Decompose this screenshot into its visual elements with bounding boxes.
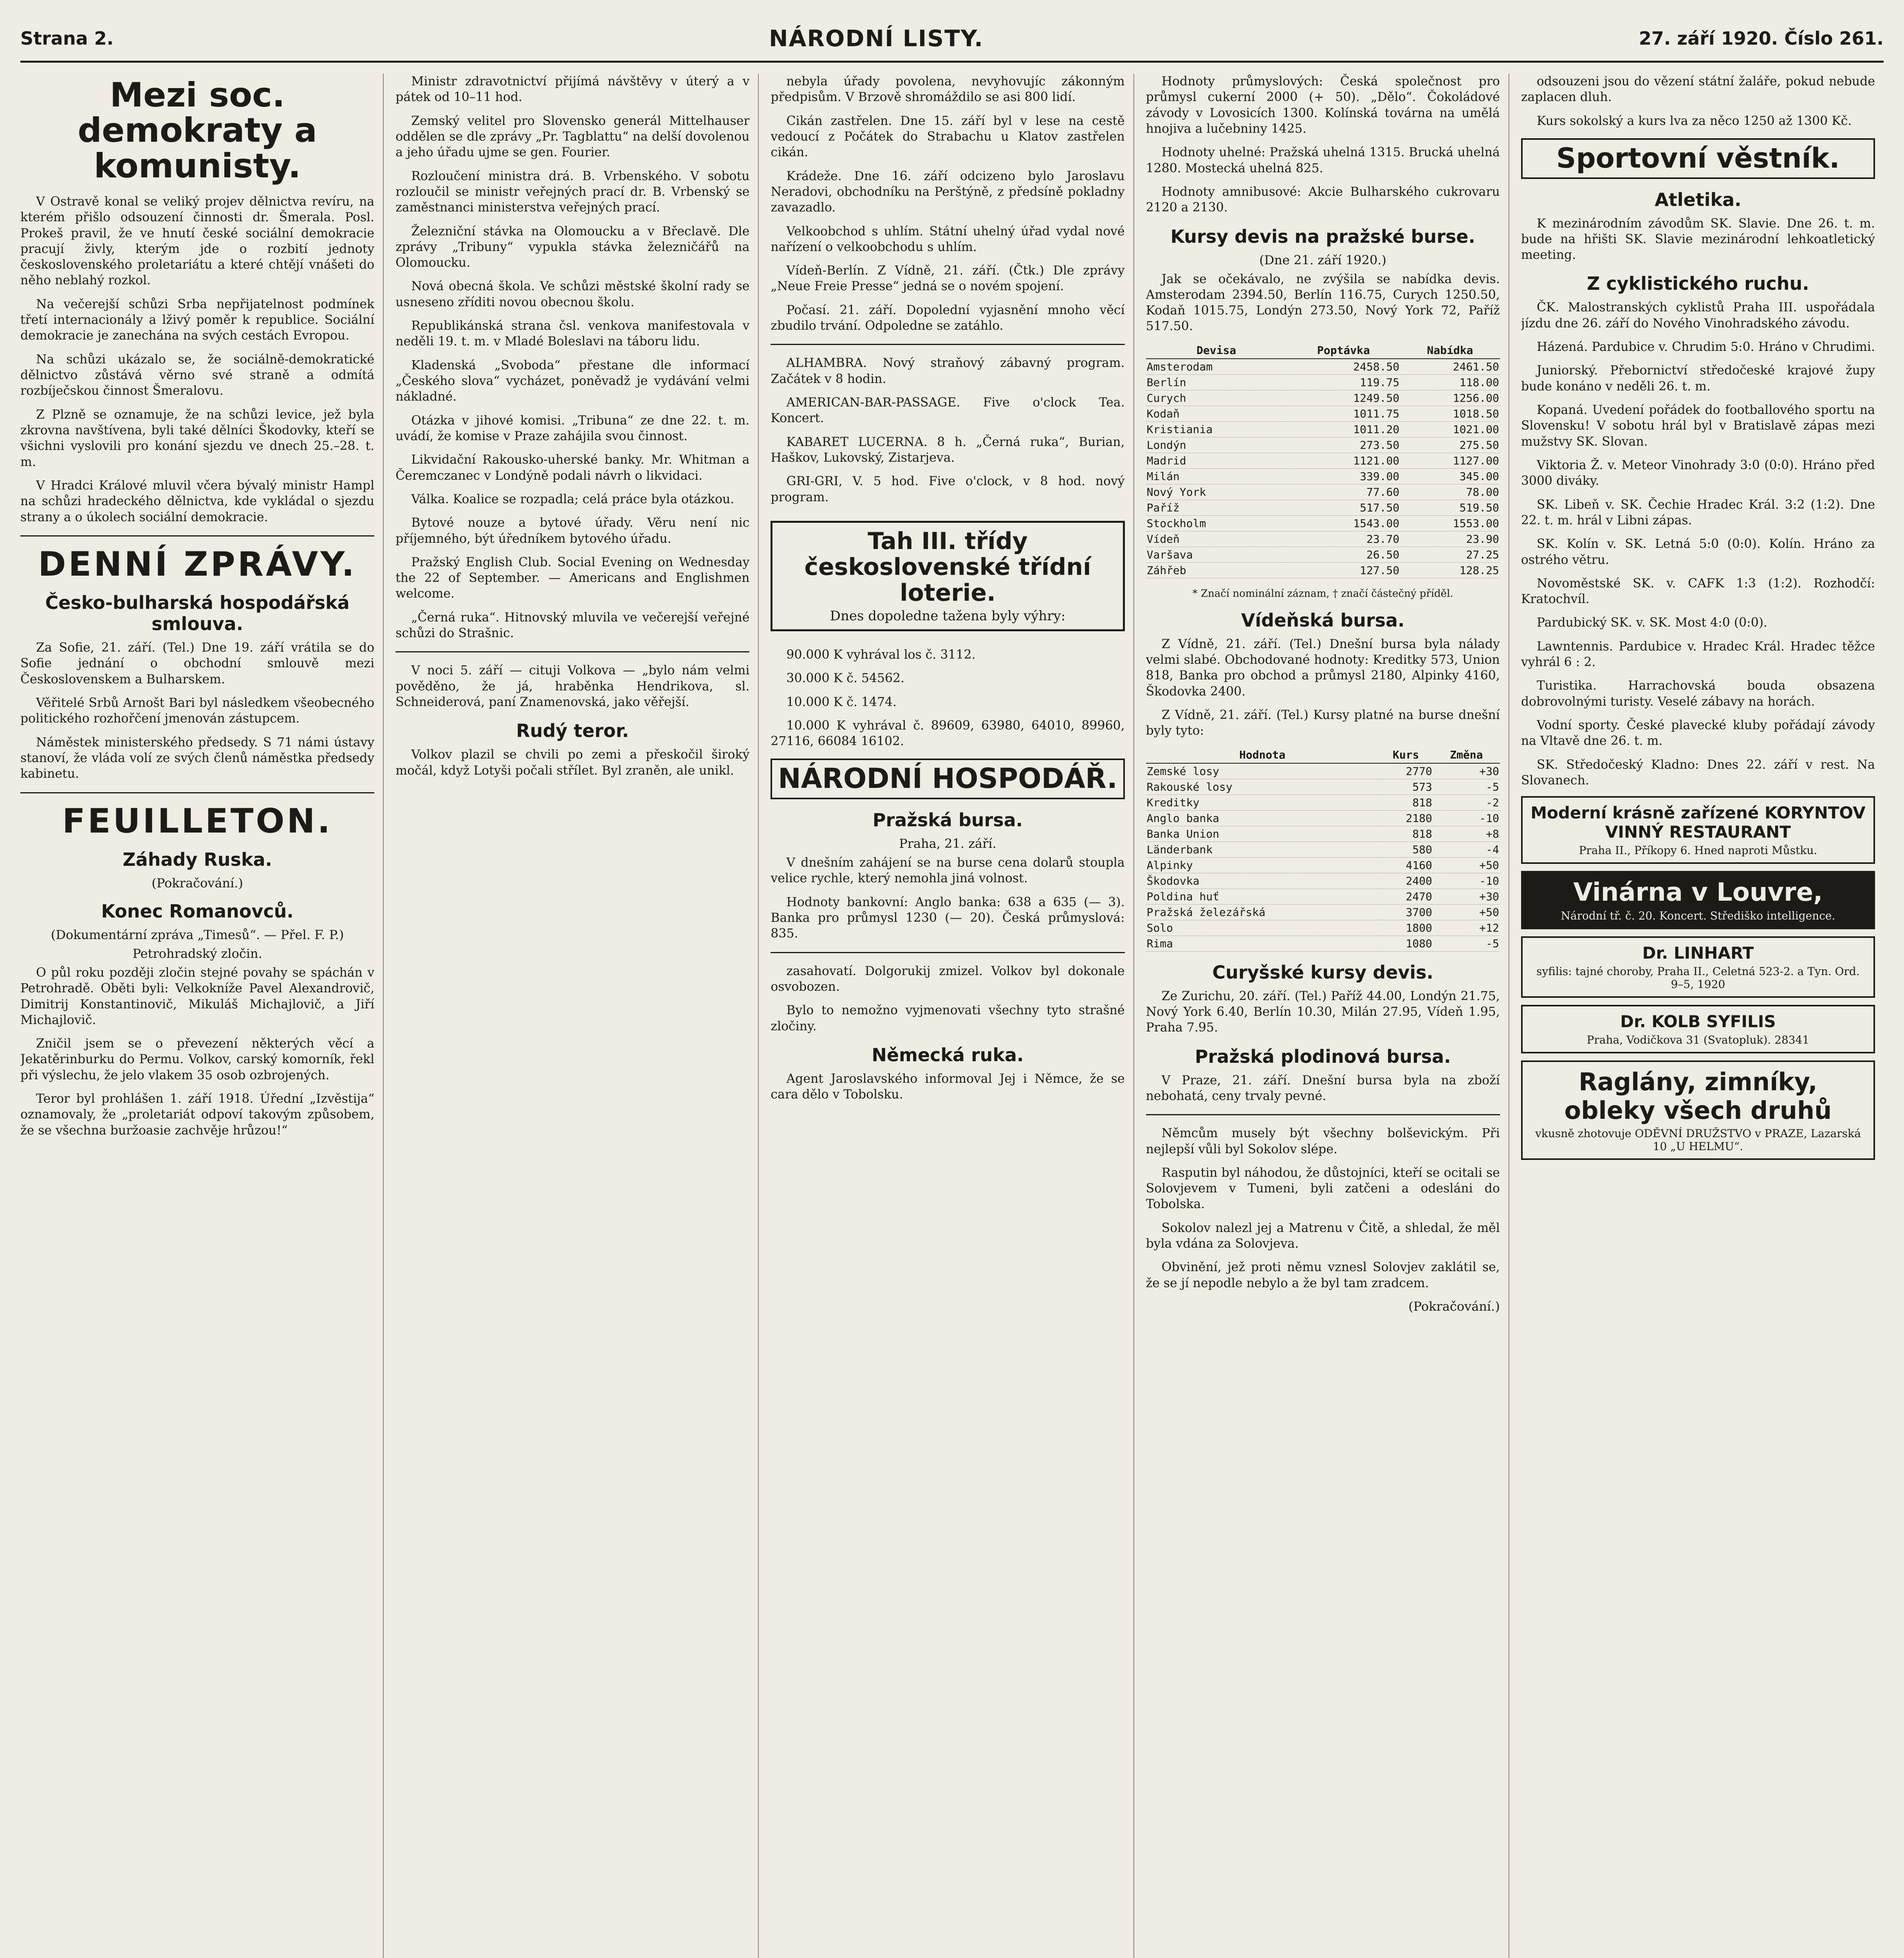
ad-title: Dr. LINHART [1642, 943, 1754, 963]
table-row [1146, 857, 1500, 873]
masthead [20, 16, 1884, 63]
continued-note: (Pokračování.) [1408, 1299, 1500, 1314]
advertisement-doctor-kolb [1521, 1005, 1875, 1053]
table-cell: Zemské losy [1146, 763, 1379, 779]
table-cell: 2180 [1379, 810, 1433, 826]
subheading: Pražská bursa. [872, 809, 1023, 831]
article-paragraph: Z Plzně se oznamuje, že na schůzi levice, jež byla zkrovna navštívena, byli také dělníci Škodovky, kteří se všichni vyslovili pro konání sjezdu ve dnech 25.–28. t. m. [20, 407, 375, 469]
table-row [1146, 484, 1500, 500]
column-3 [771, 74, 1134, 1958]
table-row [1146, 500, 1500, 515]
table-cell: 127.50 [1287, 562, 1400, 578]
news-item: Otázka v jihové komisi. „Tribuna“ ze dne 22. t. m. uvádí, že komise v Praze zahájila svou činnost. [395, 413, 750, 443]
feuilleton-part: (Pokračování.) [152, 875, 243, 890]
sport-item: Turistika. Harrachovská bouda obsazena dobrovolnými turisty. Veselé zábavy na horách. [1521, 679, 1875, 709]
table-row [1146, 873, 1500, 889]
feuilleton-continued: Sokolov nalezl jej a Matrenu v Čitě, a shledal, že měl byla vdána za Solovjeva. [1146, 1221, 1500, 1251]
table-row [1146, 437, 1500, 453]
section-heading-feuilleton: FEUILLETON. [62, 801, 333, 841]
table-cell: Rakouské losy [1146, 779, 1379, 795]
table-cell: 118.00 [1400, 374, 1500, 390]
table-cell: Záhřeb [1146, 562, 1287, 578]
table-cell: Varšava [1146, 547, 1287, 562]
table-row [1146, 515, 1500, 531]
table-row [1146, 453, 1500, 468]
sport-item: SK. Libeň v. SK. Čechie Hradec Král. 3:2 (1:2). Dne 22. t. m. hrál v Libni zápas. [1521, 497, 1875, 527]
news-item: Cikán zastřelen. Dne 15. září byl v lese na cestě vedoucí z Počátek do Strabachu u Klatov zastřelen cikán. [771, 114, 1125, 160]
article-paragraph: Teror byl prohlášen 1. září 1918. Úřední „Izvěstija“ oznamovaly, že „proletariát odpoví takovým způsobem, že se všechna buržoasie zachvěje hrůzou!“ [20, 1092, 375, 1138]
column-2 [395, 74, 759, 1958]
entertainment-listing: ALHAMBRA. Nový straňový zábavný program. Začátek v 8 hodin. [771, 356, 1125, 386]
sport-item: K mezinárodním závodům SK. Slavie. Dne 26. t. m. bude na hřišti SK. Slavie mezinárodní lehkoatletický meeting. [1521, 216, 1875, 262]
ad-title: Dr. KOLB SYFILIS [1620, 1012, 1776, 1031]
news-item: Ministr zdravotnictví přijímá návštěvy v úterý a v pátek od 10–11 hod. [395, 74, 750, 105]
table-cell: Kodaň [1146, 406, 1287, 421]
ad-text: syfilis: tajné choroby, Praha II., Celetná 523-2. a Tyn. Ord. 9–5, 1920 [1536, 965, 1860, 991]
article-paragraph: V Ostravě konal se veliký projev dělnictva revíru, na kterém přišlo odsouzení činnosti dr. Šmerala. Posl. Prokeš pravil, že ve hnutí české sociální demokracie pracují živly, kterým jde o rozbití jednoty československého proletariátu a které chtějí vnášeti do něho neblahý rozkol. [20, 194, 375, 288]
article-paragraph: Jak se očekávalo, ne zvýšila se nabídka devis. Amsterodam 2394.50, Berlín 116.75, Curych 1250.50, Kodaň 1015.75, Londýn 273.50, Nový York 72, Paříž 517.50. [1146, 272, 1500, 334]
divider [20, 535, 374, 536]
news-item: Vídeň-Berlín. Z Vídně, 21. září. (Čtk.) Dle zprávy „Neue Freie Presse“ jedná se o novém spojení. [771, 264, 1125, 294]
ad-text: Národní tř. č. 20. Koncert. Střediško intelligence. [1561, 909, 1835, 923]
article-paragraph: Za Sofie, 21. září. (Tel.) Dne 19. září vrátila se do Sofie jednání o obchodní smlouvě mezi Československem a Bulharskem. [20, 641, 375, 686]
table-cell: -10 [1433, 810, 1500, 826]
lottery-title: Tah III. třídy československé třídní loterie. [804, 527, 1091, 607]
table-cell: 1553.00 [1400, 515, 1500, 531]
table-cell: 78.00 [1400, 484, 1500, 500]
article-paragraph: Hodnoty bankovní: Anglo banka: 638 a 635 (— 3). Banka pro průmysl 1230 (— 20). Česká průmyslová: 835. [771, 895, 1125, 941]
table-note: * Značí nominální záznam, † značí částečný příděl. [1192, 587, 1453, 600]
article-paragraph: odsouzeni jsou do vězení státní žaláře, pokud nebude zaplacen dluh. [1521, 74, 1875, 105]
table-cell: 818 [1379, 826, 1433, 842]
newspaper-title: NÁRODNÍ LISTY. [769, 25, 984, 52]
table-cell: 2770 [1379, 763, 1433, 779]
table-cell: 275.50 [1400, 437, 1500, 453]
table-cell: Milán [1146, 468, 1287, 484]
table-cell: 4160 [1379, 857, 1433, 873]
sport-item: Lawntennis. Pardubice v. Hradec Král. Hradec těžce vyhrál 6 : 2. [1521, 639, 1875, 670]
table-cell: 1543.00 [1287, 515, 1400, 531]
table-cell: -5 [1433, 936, 1500, 951]
table-cell: Kristiania [1146, 421, 1287, 437]
subheading: Z cyklistického ruchu. [1587, 273, 1809, 294]
table-row [1146, 547, 1500, 562]
lottery-line: 90.000 K vyhrával los č. 3112. [786, 647, 976, 662]
lottery-box [771, 521, 1124, 631]
table-row [1146, 904, 1500, 920]
article-paragraph: Na schůzi ukázalo se, že sociálně-demokratické dělnictvo zůstává věrno své straně a odmítá rozbíječskou činnost Šmeralovu. [20, 352, 375, 398]
sport-item: Házená. Pardubice v. Chrudim 5:0. Hráno v Chrudimi. [1536, 340, 1875, 354]
sport-item: Vodní sporty. České plavecké kluby pořádají závody na Vltavě dne 26. t. m. [1521, 718, 1875, 748]
table-cell: Poldina huť [1146, 889, 1379, 904]
table-row [1146, 421, 1500, 437]
article-paragraph: Věřitelé Srbů Arnošt Bari byl následkem všeobecného politického rozhořčení jmenován zástupcem. [20, 696, 375, 726]
news-item: Velkoobchod s uhlím. Státní uhelný úřad vydal nové nařízení o velkoobchodu s uhlím. [771, 224, 1125, 254]
table-cell: 119.75 [1287, 374, 1400, 390]
table-cell: Alpinky [1146, 857, 1379, 873]
sport-item: Juniorský. Přebornictví středočeské krajové župy bude konáno v neděli 26. t. m. [1521, 363, 1875, 394]
table-cell: +8 [1433, 826, 1500, 842]
article-paragraph: Hodnoty amnibusové: Akcie Bulharského cukrovaru 2120 a 2130. [1146, 184, 1500, 215]
table-cell: Kreditky [1146, 795, 1379, 810]
ad-text: Praha II., Příkopy 6. Hned naproti Můstku. [1579, 844, 1817, 857]
dateline: (Dne 21. září 1920.) [1259, 252, 1387, 267]
table-cell: 77.60 [1287, 484, 1400, 500]
news-item: Pražský English Club. Social Evening on Wednesday the 22 of September. — Americans and Englishmen welcome. [395, 555, 750, 601]
news-item: Železniční stávka na Olomoucku a v Břeclavě. Dle zprávy „Tribuny“ vypukla stávka železničářů na Olomoucku. [395, 224, 750, 270]
table-cell: 2400 [1379, 873, 1433, 889]
news-item: Kladenská „Svoboda“ přestane dle informací „Českého slova“ vycházet, poněvadž je vydávání velmi nákladné. [395, 358, 750, 404]
subheading: Vídeňská bursa. [1241, 609, 1405, 631]
lottery-line: 30.000 K č. 54562. [786, 671, 905, 686]
table-cell: 1256.00 [1400, 390, 1500, 406]
table-row [1146, 810, 1500, 826]
table-cell: -4 [1433, 842, 1500, 857]
table-cell: Vídeň [1146, 531, 1287, 547]
table-row [1146, 936, 1500, 951]
table-cell: Rima [1146, 936, 1379, 951]
table-cell: Pražská železářská [1146, 904, 1379, 920]
divider [771, 952, 1124, 953]
table-cell: 273.50 [1287, 437, 1400, 453]
ad-title: Vinárna v Louvre, [1573, 878, 1823, 907]
lottery-line: 10.000 K vyhrával č. 89609, 63980, 64010, 89960, 27116, 66084 16102. [771, 718, 1125, 749]
sport-item: Novoměstské SK. v. CAFK 1:3 (1:2). Rozhodčí: Kratochvíl. [1521, 576, 1875, 607]
table-cell: Amsterodam [1146, 359, 1287, 375]
table-cell: Anglo banka [1146, 810, 1379, 826]
table-cell: 818 [1379, 795, 1433, 810]
subheading: Česko-bulharská hospodářská smlouva. [45, 592, 350, 635]
table-row [1146, 763, 1500, 779]
table-row [1146, 889, 1500, 904]
table-row [1146, 795, 1500, 810]
column-4 [1146, 74, 1509, 1958]
table-cell: 1021.00 [1400, 421, 1500, 437]
article-paragraph: Z Vídně, 21. září. (Tel.) Dnešní bursa byla nálady velmi slabé. Obchodované hodnoty: Kreditky 573, Union 818, Banka pro obchod a průmysl 2180, Alpinky 4160, Škodovka 2400. [1146, 637, 1500, 699]
table-cell: Nový York [1146, 484, 1287, 500]
table-cell: 1011.75 [1287, 406, 1400, 421]
table-cell: -5 [1433, 779, 1500, 795]
sport-title: Sportovní věstník. [1556, 142, 1840, 174]
table-header: Kurs [1379, 747, 1433, 763]
section-heading-sport [1521, 138, 1875, 179]
news-item: Počasí. 21. září. Dopolední vyjasnění mnoho věcí zbudilo trvání. Odpoledne se zatáhlo. [771, 303, 1125, 333]
table-cell: Berlín [1146, 374, 1287, 390]
table-row [1146, 779, 1500, 795]
feuilleton-continued: V noci 5. září — cituji Volkova — „bylo nám velmi pověděno, že já, hraběnka Hendrikova, sl. Schneiderová, paní Znamenovská, jako věřejší. [395, 663, 750, 709]
table-cell: +50 [1433, 904, 1500, 920]
table-cell: Curych [1146, 390, 1287, 406]
section-heading-denni: DENNÍ ZPRÁVY. [38, 544, 357, 584]
ad-title: Moderní krásně zařízené KORYNTOV VINNÝ RESTAURANT [1530, 803, 1866, 842]
table-cell: 27.25 [1400, 547, 1500, 562]
table-row [1146, 531, 1500, 547]
entertainment-listing: AMERICAN-BAR-PASSAGE. Five o'clock Tea. Koncert. [771, 396, 1125, 426]
table-row [1146, 562, 1500, 578]
news-item: Zemský velitel pro Slovensko generál Mittelhauser oddělen se dle zprávy „Pr. Tagblattu“ na delší dovolenou a jeho úřadu ujme se gen. Fourier. [395, 114, 750, 160]
feuilleton-continued: Němcům musely být všechny bolševickým. Při nejlepší vůli byl Sokolov slépe. [1146, 1126, 1500, 1156]
table-cell: 1011.20 [1287, 421, 1400, 437]
article-paragraph: V Hradci Králové mluvil včera bývalý ministr Hampl na schůzi hradeckého dělnictva, kde vykládal o sjezdu strany a o úkolech sociální demokracie. [20, 478, 375, 524]
news-item: Likvidační Rakousko-uherské banky. Mr. Whitman a Čeremczanec v Londýně podali návrh o likvidaci. [395, 453, 750, 483]
table-row [1146, 468, 1500, 484]
news-item: Krádeže. Dne 16. září odcizeno bylo Jaroslavu Neradovi, obchodníku na Perštýně, z předsíně pokladny zavazadlo. [771, 169, 1125, 215]
sport-item: ČK. Malostranských cyklistů Praha III. uspořádala jízdu dne 26. září do Nového Vinohradského závodu. [1521, 300, 1875, 331]
table-cell: 2458.50 [1287, 359, 1400, 375]
table-cell: 2470 [1379, 889, 1433, 904]
news-item: Rozloučení ministra drá. B. Vrbenského. V sobotu rozloučil se ministr veřejných prací dr. B. Vrbenský se zaměstnanci ministerstva veřejných prací. [395, 169, 750, 215]
table-row [1146, 359, 1500, 375]
divider [771, 344, 1124, 345]
table-cell: 1249.50 [1287, 390, 1400, 406]
sport-item: Viktoria Ž. v. Meteor Vinohrady 3:0 (0:0). Hráno před 3000 diváky. [1521, 458, 1875, 488]
table-cell: +30 [1433, 763, 1500, 779]
sport-item: Kopaná. Uvedení pořádek do footballového sportu na Slovensku! V sobotu hrál byl v Bratislavě zápas mezi mužstvy SK. Slovan. [1521, 403, 1875, 449]
article-paragraph: V dnešním zahájení se na burse cena dolarů stoupla velice rychle, který nemohla jiná volnost. [771, 856, 1125, 886]
entertainment-listing: KABARET LUCERNA. 8 h. „Černá ruka“, Burian, Haškov, Lukovský, Zistarjeva. [771, 435, 1125, 465]
table-cell: 519.50 [1400, 500, 1500, 515]
table-cell: 573 [1379, 779, 1433, 795]
table-header: Hodnota [1146, 747, 1379, 763]
exchange-rate-table [1146, 342, 1500, 578]
news-item: Republikánská strana čsl. venkova manifestovala v neděli 19. t. m. v Mladé Boleslavi na táboru lidu. [395, 319, 750, 349]
advertisement-restaurant [1521, 796, 1875, 864]
table-row [1146, 826, 1500, 842]
article-headline: Mezi soc. demokraty a komunisty. [78, 76, 317, 186]
table-cell: 26.50 [1287, 547, 1400, 562]
table-cell: 1800 [1379, 920, 1433, 936]
table-cell: 1127.00 [1400, 453, 1500, 468]
table-cell: Madrid [1146, 453, 1287, 468]
table-cell: 1080 [1379, 936, 1433, 951]
news-item: nebyla úřady povolena, nevyhovujíc zákonným předpisům. V Brzově shromáždilo se asi 800 lidí. [771, 74, 1125, 105]
feuilleton-chapter: Konec Romanovců. [101, 900, 294, 922]
feuilleton-continued: Rasputin byl náhodou, že důstojníci, kteří se ocitali se Solovjevem v Tumeni, byli zatčeni a odesláni do Tobolska. [1146, 1165, 1500, 1212]
feuilleton-continued: Bylo to nemožno vyjmenovati všechny tyto strašné zločiny. [771, 1003, 1125, 1033]
entertainment-listing: GRI-GRI, V. 5 hod. Five o'clock, v 8 hod. nový program. [771, 474, 1125, 504]
subheading: Curyšské kursy devis. [1212, 961, 1434, 983]
table-cell: +50 [1433, 857, 1500, 873]
subheading: Pražská plodinová bursa. [1195, 1046, 1451, 1067]
feuilleton-author: (Dokumentární zpráva „Timesů“. — Přel. F. P.) [51, 927, 344, 942]
vienna-stock-table [1146, 747, 1500, 952]
table-row [1146, 390, 1500, 406]
table-cell: Solo [1146, 920, 1379, 936]
advertisement-doctor-linhart [1521, 936, 1875, 998]
table-cell: +30 [1433, 889, 1500, 904]
table-cell: 3700 [1379, 904, 1433, 920]
table-cell: 2461.50 [1400, 359, 1500, 375]
table-cell: Paříž [1146, 500, 1287, 515]
article-paragraph: Zničil jsem se o převezení některých věcí a Jekatěrinburku do Permu. Volkov, carský komorník, řekl při výslechu, že jelo vlakem 35 osob ozbrojených. [20, 1037, 375, 1082]
table-cell: 1018.50 [1400, 406, 1500, 421]
table-cell: 345.00 [1400, 468, 1500, 484]
article-paragraph: Z Vídně, 21. září. (Tel.) Kursy platné na burse dnešní byly tyto: [1146, 708, 1500, 738]
feuilleton-continued: zasahovatí. Dolgorukij zmizel. Volkov byl dokonale osvobozen. [771, 964, 1125, 994]
sport-item: Pardubický SK. v. SK. Most 4:0 (0:0). [1536, 616, 1768, 630]
table-row [1146, 842, 1500, 857]
table-cell: 580 [1379, 842, 1433, 857]
table-cell: 339.00 [1287, 468, 1400, 484]
article-paragraph: Náměstek ministerského předsedy. S 71 námi ústavy stanoví, že vláda volí ze svých členů náměstka předsedy kabinetu. [20, 735, 375, 781]
feuilleton-continued: Agent Jaroslavského informoval Jej i Němce, že se cara dělo v Tobolsku. [771, 1071, 1125, 1102]
table-cell: 1121.00 [1287, 453, 1400, 468]
divider [395, 651, 749, 652]
news-item: „Černá ruka“. Hitnovský mluvila ve večerejší veřejné schůzi do Strašnic. [395, 610, 750, 641]
feuilleton-continued: Obvinění, jež proti němu vznesl Solovjev zaklátil se, že se jí nepodle nebylo a že byl tam zradcem. [1146, 1260, 1500, 1290]
ad-text: vkusně zhotovuje ODĚVNÍ DRUŽSTVO v PRAZE, Lazarská 10 „U HELMU“. [1535, 1127, 1861, 1153]
economy-title: NÁRODNÍ HOSPODÁŘ. [778, 762, 1117, 795]
subheading: Kursy devis na pražské burse. [1170, 226, 1475, 247]
subheading: Rudý teror. [516, 720, 629, 742]
table-header: Devisa [1146, 342, 1287, 359]
table-row [1146, 920, 1500, 936]
article-paragraph: Kurs sokolský a kurs lva za něco 1250 až 1300 Kč. [1536, 114, 1852, 128]
dateline: Praha, 21. září. [899, 836, 996, 851]
sport-item: SK. Kolín v. SK. Letná 5:0 (0:0). Kolín. Hráno za ostrého větru. [1521, 537, 1875, 567]
table-cell: 128.25 [1400, 562, 1500, 578]
article-paragraph: V Praze, 21. září. Dnešní bursa byla na zboží nebohatá, ceny trvaly pevné. [1146, 1073, 1500, 1103]
article-paragraph: Hodnoty průmyslových: Česká společnost pro průmysl cukerní 2000 (+ 50). „Dělo“. Čokoládové závody v Lovosicích 1300. Kolínská továrna na umělá hnojiva a lučebniny 1425. [1146, 74, 1500, 136]
advertisement-clothing [1521, 1060, 1875, 1160]
ad-title: Raglány, zimníky, obleky všech druhů [1564, 1068, 1832, 1125]
news-item: Nová obecná škola. Ve schůzi městské školní rady se usneseno zříditi novou obecnou školu. [395, 279, 750, 309]
subheading: Německá ruka. [872, 1044, 1024, 1066]
news-item: Válka. Koalice se rozpadla; celá práce byla otázkou. [411, 492, 735, 506]
table-cell: -10 [1433, 873, 1500, 889]
table-cell: -2 [1433, 795, 1500, 810]
table-cell: Länderbank [1146, 842, 1379, 857]
table-header: Poptávka [1287, 342, 1400, 359]
lottery-subtitle: Dnes dopoledne tažena byly výhry: [830, 608, 1066, 624]
article-paragraph: Na večerejší schůzi Srba nepřijatelnost podmínek třetí internacionály a lživý poměr k republice. Sociální demokracie je zanechána na svých cestách Evropou. [20, 297, 375, 343]
table-cell: +12 [1433, 920, 1500, 936]
subheading: Atletika. [1655, 189, 1742, 210]
table-cell: 23.90 [1400, 531, 1500, 547]
table-cell: Stockholm [1146, 515, 1287, 531]
ad-text: Praha, Vodičkova 31 (Svatopluk). 28341 [1586, 1033, 1810, 1047]
table-cell: 517.50 [1287, 500, 1400, 515]
table-header: Změna [1433, 747, 1500, 763]
table-cell: 23.70 [1287, 531, 1400, 547]
lottery-line: 10.000 K č. 1474. [786, 695, 897, 709]
feuilleton-continued: Volkov plazil se chvili po zemi a přeskočil široký močál, když Lotyši počali střílet. Byl zraněn, ale unikl. [395, 748, 750, 778]
divider [1146, 1114, 1500, 1115]
column-1 [20, 74, 384, 1958]
column-5 [1521, 74, 1884, 1958]
article-paragraph: O půl roku později zločin stejné povahy se spáchán v Petrohradě. Oběti byli: Velkokníže Pavel Alexandrovič, Dimitrij Konstantinovič, Mikuláš Michajlovič, a Jiří Michajlovič. [20, 965, 375, 1027]
article-paragraph: Ze Zurichu, 20. září. (Tel.) Paříž 44.00, Londýn 21.75, Nový York 6.40, Berlín 10.30, Milán 27.95, Vídeň 1.95, Praha 7.95. [1146, 989, 1500, 1035]
article-paragraph: Hodnoty uhelné: Pražská uhelná 1315. Brucká uhelná 1280. Mostecká uhelná 825. [1146, 145, 1500, 175]
table-cell: Škodovka [1146, 873, 1379, 889]
sport-item: SK. Středočeský Kladno: Dnes 22. září v rest. Na Slovanech. [1521, 757, 1875, 788]
feuilleton-title: Záhady Ruska. [123, 849, 272, 870]
table-row [1146, 374, 1500, 390]
issue-date: 27. září 1920. Číslo 261. [1639, 27, 1884, 49]
page-number: Strana 2. [20, 27, 114, 49]
table-row [1146, 406, 1500, 421]
feuilleton-subtitle: Petrohradský zločin. [132, 946, 262, 961]
divider [20, 792, 374, 793]
section-heading-economy [771, 759, 1124, 799]
table-cell: Londýn [1146, 437, 1287, 453]
table-header: Nabídka [1400, 342, 1500, 359]
news-item: Bytové nouze a bytové úřady. Věru není nic příjemného, být úředníkem bytového úřadu. [395, 516, 750, 546]
advertisement-vinarna [1521, 871, 1875, 929]
table-cell: Banka Union [1146, 826, 1379, 842]
